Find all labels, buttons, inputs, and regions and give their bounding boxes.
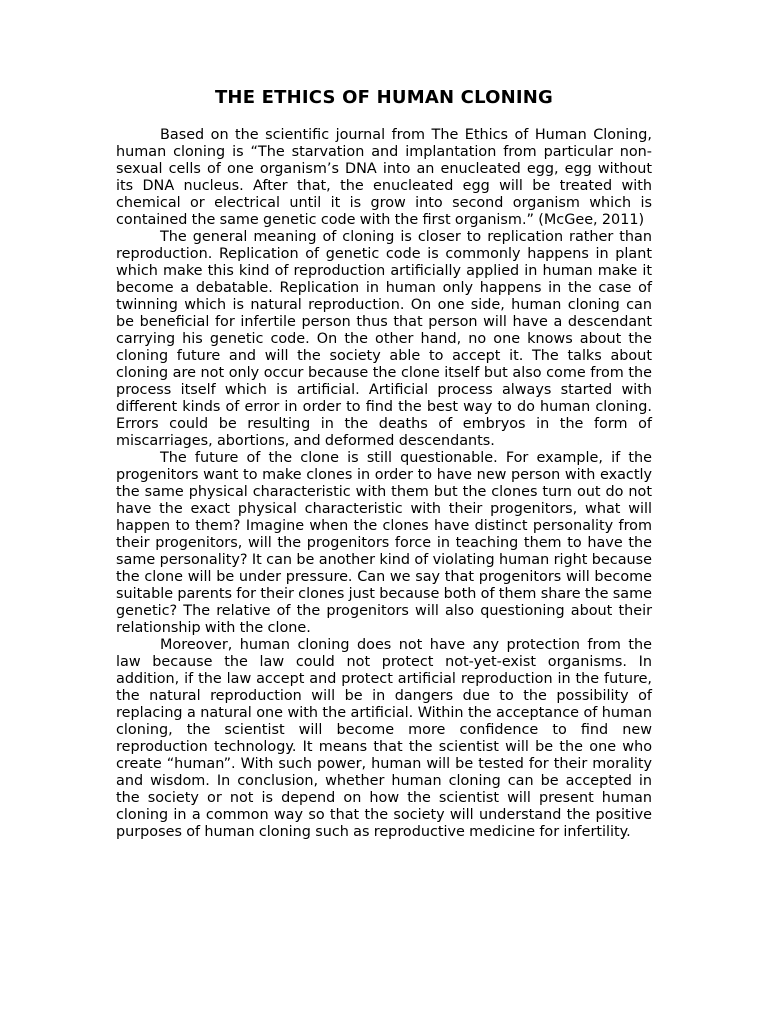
paragraph-4: Moreover, human cloning does not have any protection from the law because the law could not protect not-yet-exist organisms. In addition, if the law accept and protect artificial reproduction in the future, the natural reproduction will be in dangers due to the possibility of replacing a natural one with the artificial. Within the acceptance of human cloning, the scientist will become more confidence to find new reproduction technology. It means that the scientist will be the one who create “human”. With such power, human will be tested for their morality and wisdom. In conclusion, whether human cloning can be accepted in the society or not is depend on how the scientist will present human cloning in a common way so that the society will understand the positive purposes of human cloning such as reproductive medicine for infertility. [116, 637, 652, 840]
paragraph-1: Based on the scientific journal from The Ethics of Human Cloning, human cloning is “The starvation and implantation from particular non-sexual cells of one organism’s DNA into an enucleated egg, egg without its DNA nucleus. After that, the enucleated egg will be treated with chemical or electrical until it is grow into second organism which is contained the same genetic code with the first organism.” (McGee, 2011) [116, 127, 652, 228]
document-title: THE ETHICS OF HUMAN CLONING [214, 87, 554, 108]
paragraph-2: The general meaning of cloning is closer to replication rather than reproduction. Replication of genetic code is commonly happens in plant which make this kind of reproduction artificially applied in human make it become a debatable. Replication in human only happens in the case of twinning which is natural reproduction. On one side, human cloning can be beneficial for infertile person thus that person will have a descendant carrying his genetic code. On the other hand, no one knows about the cloning future and will the society able to accept it. The talks about cloning are not only occur because the clone itself but also come from the process itself which is artificial. Artificial process always started with different kinds of error in order to find the best way to do human cloning. Errors could be resulting in the deaths of embryos in the form of miscarriages, abortions, and deformed descendants. [116, 229, 652, 449]
document-page [116, 84, 652, 841]
paragraph-3: The future of the clone is still questionable. For example, if the progenitors want to make clones in order to have new person with exactly the same physical characteristic with them but the clones turn out do not have the exact physical characteristic with their progenitors, what will happen to them? Imagine when the clones have distinct personality from their progenitors, will the progenitors force in teaching them to have the same personality? It can be another kind of violating human right because the clone will be under pressure. Can we say that progenitors will become suitable parents for their clones just because both of them share the same genetic? The relative of the progenitors will also questioning about their relationship with the clone. [116, 450, 652, 636]
